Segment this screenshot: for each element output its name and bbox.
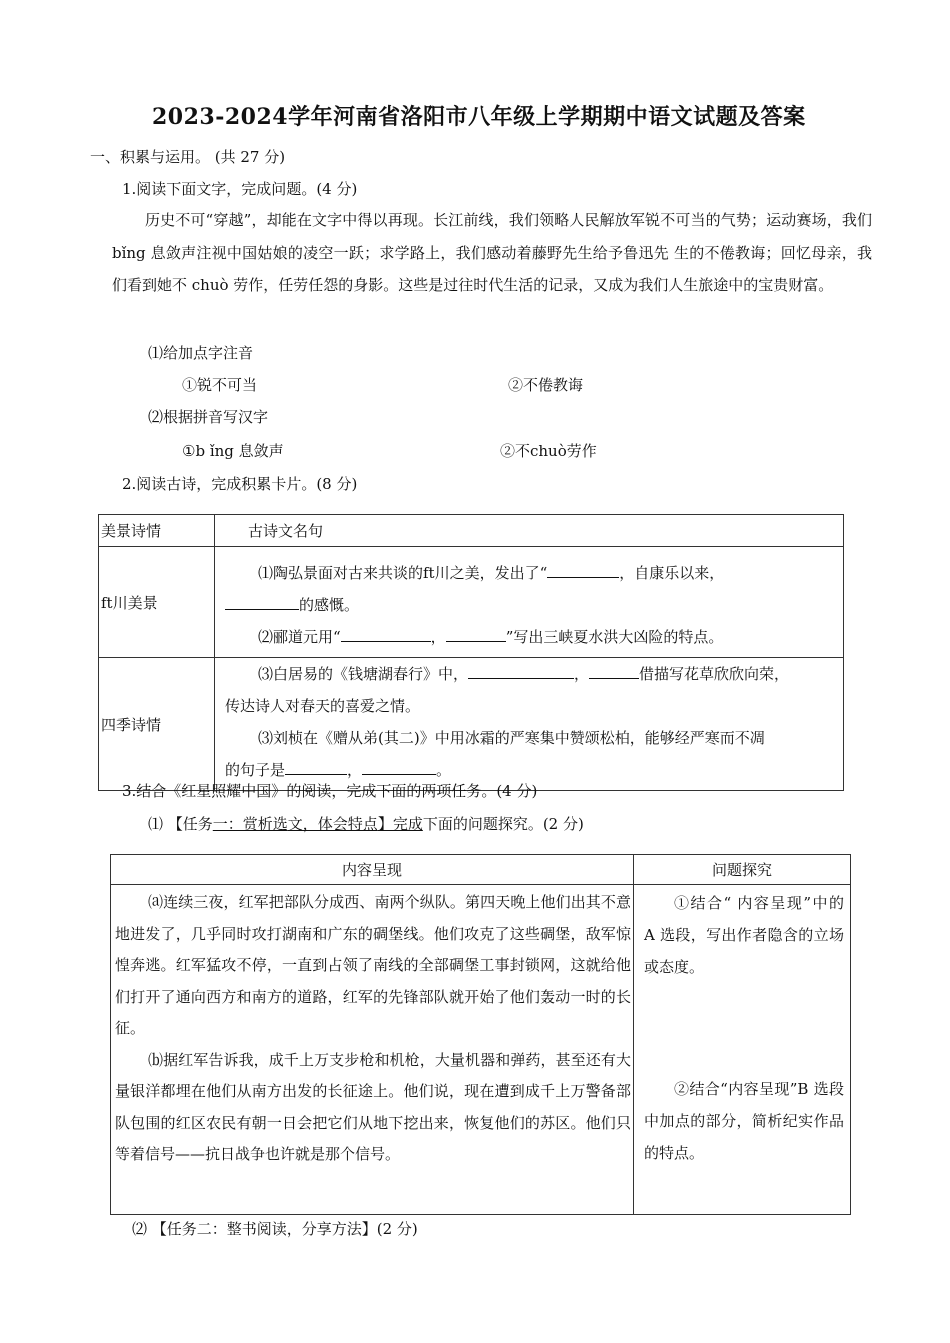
- red-star-table: [110, 854, 851, 1215]
- table-header-right: 古诗文名句: [215, 515, 844, 547]
- task1-part: 下面的问题探究。(2 分): [422, 815, 584, 833]
- answer-blank[interactable]: [285, 758, 347, 775]
- task1-part: ⑴ 【任务: [148, 815, 213, 833]
- section-heading: 一、积累与运用。 (共 27 分): [90, 148, 286, 166]
- row-content-seasons: [215, 658, 844, 791]
- answer-blank[interactable]: [468, 662, 574, 679]
- question-3-task1: [148, 813, 584, 834]
- cell-text: ⑴陶弘景面对古来共谈的ft川之美，发出了“: [258, 564, 548, 582]
- cell-text: ，: [430, 628, 446, 646]
- question-1-sub1-b: ②不倦教诲: [508, 376, 584, 394]
- page-title: 2023-2024学年河南省洛阳市八年级上学期期中语文试题及答案: [152, 104, 806, 130]
- question-1-sub1: ⑴给加点字注音: [148, 344, 254, 362]
- row-content-landscape: [215, 547, 844, 658]
- answer-blank[interactable]: [225, 593, 299, 610]
- answer-blank[interactable]: [341, 625, 431, 642]
- question-2-stem: 2.阅读古诗，完成积累卡片。(8 分): [122, 475, 358, 493]
- cell-text: ⑵郦道元用“: [258, 628, 341, 646]
- answer-blank[interactable]: [589, 662, 639, 679]
- question-1-sub2-b: ②不chuò劳作: [500, 442, 597, 460]
- question-1-stem: 1.阅读下面文字，完成问题。(4 分): [122, 180, 358, 198]
- question-1-sub1-a: ①锐不可当: [182, 376, 258, 394]
- task1-part: 】完成: [377, 815, 423, 833]
- question-3-task2: ⑵ 【任务二：整书阅读，分享方法】(2 分): [132, 1220, 418, 1238]
- row-label-landscape: ft川美景: [99, 547, 215, 658]
- question-1-passage: 历史不可“穿越”，却能在文字中得以再现。长江前线，我们领略人民解放军锐不可当的气势；运动赛场，我们 bǐng 息敛声注视中国姑娘的凌空一跃；求学路上，我们感动着藤野先生给予鲁迅先 生的不倦教诲；回忆母亲，我们看到她不 chuò 劳作，任劳任怨的身影。这些是过往时代生活的记录，又成为我们人生旅途中的宝贵财富。: [112, 211, 872, 294]
- cell-text: 。: [436, 761, 452, 779]
- passage-a: ⒜连续三夜，红军把部队分成西、南两个纵队。第四天晚上他们出其不意地进发了，几乎同时攻打湖南和广东的碉堡线。他们攻克了这些碉堡，敌军惊惶奔逃。红军猛攻不停，一直到占领了南线的全部碉堡工事封锁网，这就给他们打开了通向西方和南方的道路，红军的先锋部队就开始了他们轰动一时的长征。: [115, 893, 631, 1037]
- explore-question-2: ②结合“内容呈现”B 选段中加点的部分，简析纪实作品的特点。: [644, 1080, 844, 1162]
- cell-text: ，自康乐以来，: [619, 564, 725, 582]
- answer-blank[interactable]: [446, 625, 506, 642]
- answer-blank[interactable]: [362, 758, 436, 775]
- table-header-content: 内容呈现: [111, 855, 634, 885]
- cell-text: ”写出三峡夏水洪大凶险的特点。: [505, 628, 724, 646]
- explore-question-1: ①结合“ 内容呈现”中的 A 选段，写出作者隐含的立场或态度。: [644, 894, 844, 976]
- poetry-card-table: [98, 514, 844, 791]
- question-1-sub2-a: ①b ǐng 息敛声: [182, 442, 284, 460]
- table-header-left: 美景诗情: [99, 515, 215, 547]
- cell-text: 借描写花草欣欣向荣，: [639, 665, 790, 683]
- answer-blank[interactable]: [547, 561, 619, 578]
- cell-text: ⑶刘桢在《赠从弟(其二)》中用冰霜的严寒集中赞颂松柏，能够经严寒而不凋: [258, 729, 765, 747]
- task1-part: 文，体会特点: [287, 815, 378, 833]
- table-header-explore: 问题探究: [634, 855, 851, 885]
- content-cell: [111, 885, 634, 1215]
- cell-text: 传达诗人对春天的喜爱之情。: [225, 697, 421, 715]
- explore-cell: [634, 885, 851, 1215]
- cell-text: ⑶白居易的《钱塘湖春行》中，: [258, 665, 469, 683]
- cell-text: ，: [347, 761, 363, 779]
- question-3-stem: 3.结合《红星照耀中国》的阅读，完成下面的两项任务。(4 分): [122, 782, 538, 800]
- question-1-sub2: ⑵根据拼音写汉字: [148, 408, 269, 426]
- row-label-seasons: 四季诗情: [99, 658, 215, 791]
- task1-part: 一：赏析选: [212, 815, 288, 833]
- cell-text: ，: [574, 665, 590, 683]
- cell-text: 的句子是: [225, 761, 286, 779]
- cell-text: 的感慨。: [299, 596, 360, 614]
- passage-b: ⒝据红军告诉我，成千上万支步枪和机枪，大量机器和弹药，甚至还有大量银洋都埋在他们从南方出发的长征途上。他们说，现在遭到成千上万警备部队包围的红区农民有朝一日会把它们从地下挖出来，恢复他们的苏区。他们只等着信号——抗日战争也许就是那个信号。: [115, 1050, 631, 1163]
